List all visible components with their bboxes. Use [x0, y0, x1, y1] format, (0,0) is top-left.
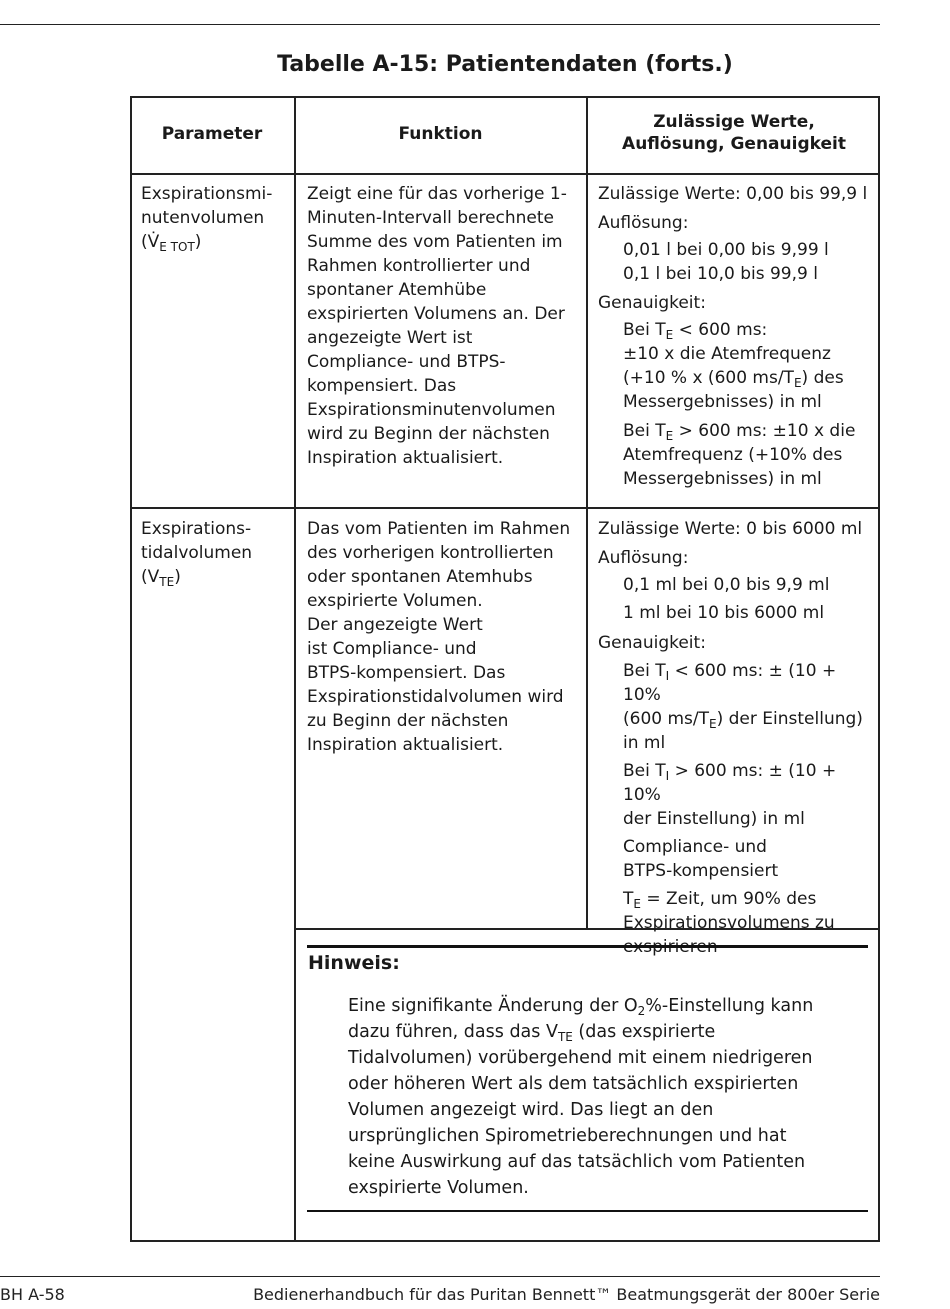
note-body: Eine signifikante Änderung der $O_2\%$-Einstellung kann dazu führen, dass das $V_{TE}$ (das exspirierte Tidalvolumen) vorübergehend mit einem niedrigeren oder höheren Wert als dem tatsächlich exspirierten Volumen angezeigt wird. Das liegt an den ursprünglichen Spirometrieberechnungen und hat keine Auswirkung auf das tatsächlich vom Patienten exspirierte Volumen.	[348, 996, 814, 1198]
top-rule	[0, 24, 880, 25]
table-border-right	[878, 96, 880, 1242]
table-border-bottom	[130, 1240, 880, 1242]
row-divider	[130, 507, 880, 509]
note-rule-top	[307, 945, 868, 948]
col-divider-2	[586, 96, 588, 929]
header-werte: Zulässige Werte, Auflösung, Genauigkeit	[622, 112, 846, 154]
header-divider	[130, 173, 880, 175]
row2-werte: Zulässige Werte: 0 bis 6000 ml Auflösung: 0,1 ml bei 0,0 bis 9,9 ml 1 ml bei 10 bis 6000 ml Genauigkeit: Bei $T_I < 600$ ms: ± (10 + 10% (600 $ms/T_E$) der Einstellung) in ml Bei $T_I > 600$ ms: ± (10 + 10% der Einstellung) in ml Compliance- und BTPS-kompensiert $T_E$ = Zeit, um 90% des Exspirationsvolumens zu exspirieren	[598, 519, 863, 957]
note-title: Hinweis:	[308, 952, 400, 974]
header-funktion: Funktion	[398, 124, 483, 144]
row1-werte: Zulässige Werte: 0,00 bis 99,9 l Auflösung: 0,01 l bei 0,00 bis 9,99 l 0,1 l bei 10,0 bis 99,9 l Genauigkeit: Bei $T_E < 600$ ms: ±10 x die Atemfrequenz (+10 % x (600 $ms/T_E$) des Messergebnisses) in ml Bei $T_E > 600$ ms: ±10 x die Atemfrequenz (+10% des Messergebnisses) in ml	[598, 184, 868, 489]
row1-funktion: Zeigt eine für das vorherige 1- Minuten-Intervall berechnete Summe des vom Patienten im Rahmen kontrollierter und spontaner Atemhübe exspirierten Volumens an. Der angezeigte Wert ist Compliance- und BTPS- kompensiert. Das Exspirationsminutenvolumen wird zu Beginn der nächsten Inspiration aktualisiert.	[307, 184, 567, 468]
header-parameter: Parameter	[161, 124, 263, 144]
footer-rule	[0, 1276, 880, 1277]
row2-funktion: Das vom Patienten im Rahmen des vorherigen kontrollierten oder spontanen Atemhubs exspirierte Volumen. Der angezeigte Wert ist Compliance- und BTPS-kompensiert. Das Exspirationstidalvolumen wird zu Beginn der nächsten Inspiration aktualisiert.	[307, 519, 571, 755]
manual-title: Bedienerhandbuch für das Puritan Bennett™ Beatmungsgerät der 800er Serie	[253, 1285, 880, 1304]
table-border-top	[130, 96, 880, 98]
table-title: Tabelle A-15: Patientendaten (forts.)	[277, 52, 733, 77]
page-number: BH A-58	[0, 1285, 65, 1304]
row2-parameter: Exspirations- tidalvolumen $(V_{TE})$	[141, 519, 253, 589]
note-rule-bottom	[307, 1210, 868, 1212]
patient-data-table	[130, 96, 880, 1242]
col-divider-1	[294, 96, 296, 1242]
table-border-left	[130, 96, 132, 1242]
row1-parameter: Exspirationsmi- nutenvolumen $(V̇_{E TOT})$	[141, 184, 273, 254]
